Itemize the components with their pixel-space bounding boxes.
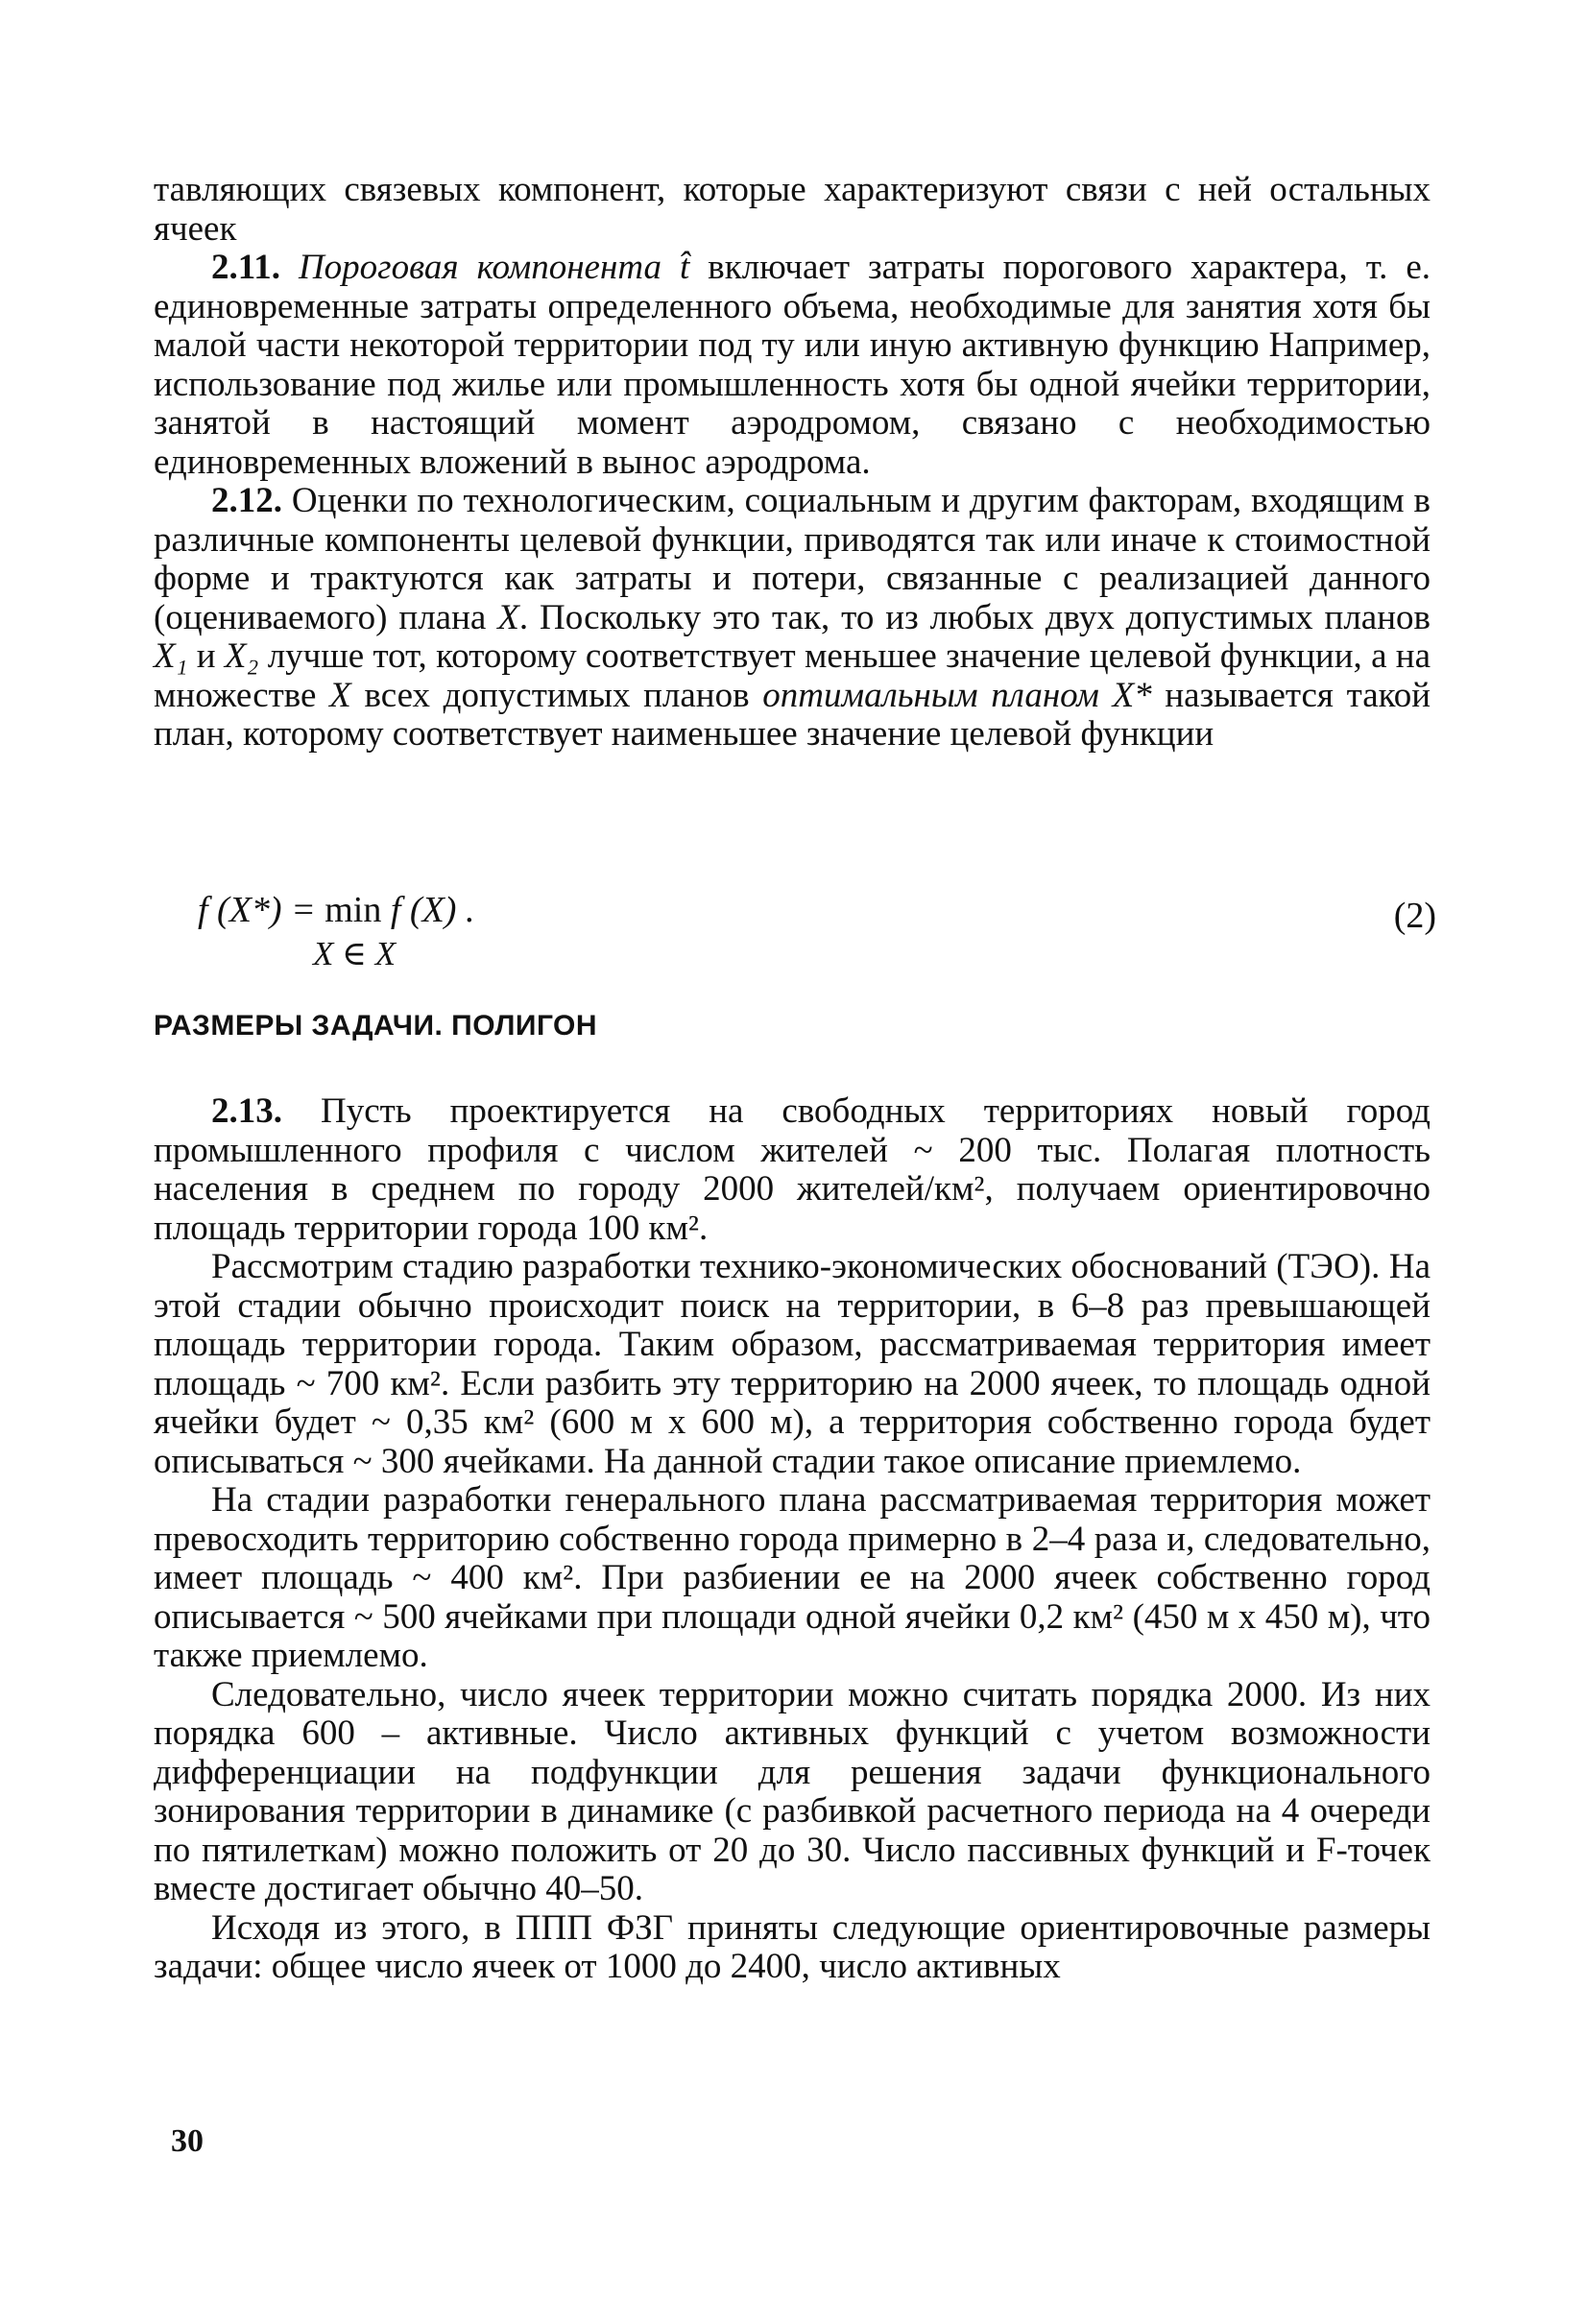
lower-text-block [154,1092,1431,1987]
paragraph-text-c: лучше тот, которому соответствует меньшее значение целевой функции, а на множестве [154,636,1431,715]
intro-paragraph [154,171,1431,249]
paragraph-number: 2.11. [211,248,280,287]
paragraph-2-12 [154,482,1431,755]
formula-2 [198,889,1436,975]
paragraph-text-a: Оценки по технологическим, социальным и другим факторам, входящим в различные компоненты целевой функции, приводятся так или иначе к стоимостной форме и трактуются как затраты и потери, связанные с реализацией данного (оцениваемого) плана [154,481,1431,637]
paragraph-text-d: всех допустимых планов [364,675,750,715]
paragraph-text: включает затраты порогового характера, т. е. единовременные затраты определенного объема, необходимые для занятия хотя бы малой части некоторой территории под ту или иную активную функцию Например, использование под жилье или промышленность хотя бы одной ячейки территории, занятой в настоящий момент аэродромом, связано с необходимостью единовременных вложений в вынос аэродрома. [154,248,1431,482]
symbol-t-hat: t̂ [679,248,690,287]
paragraph-text: Пусть проектируется на свободных территориях новый город промышленного профиля с числом жителей ~ 200 тыс. Полагая плотность населения в среднем по городу 2000 жителей/км², получаем ориентировочно площадь территории города 100 км². [154,1091,1431,1248]
intro-text: тавляющих связевых компонент, которые характеризуют связи с ней остальных ячеек [154,170,1431,249]
paragraph-text: Рассмотрим стадию разработки технико-экономических обоснований (ТЭО). На этой стадии обычно происходит поиск на территории, в 6–8 раз превышающей площадь территории города. Таким образом, рассматриваемая территория имеет площадь ~ 700 км². Если разбить эту территорию на 2000 ячеек, то площадь одной ячейки будет ~ 0,35 км² (600 м х 600 м), а территория собственно города будет описываться ~ 300 ячейками. На данной стадии такое описание приемлемо. [154,1247,1431,1481]
page-number: 30 [171,2123,204,2159]
paragraph-text: Следовательно, число ячеек территории можно считать порядка 2000. Из них порядка 600 – активные. Число активных функций с учетом возможности дифференциации на подфункции для решения задачи функционального зонирования территории в динамике (с разбивкой расчетного периода на 4 очереди по пятилеткам) можно положить от 20 до 30. Число пассивных функций и F-точек вместе достигает обычно 40–50. [154,1674,1431,1908]
paragraph-number: 2.13. [211,1091,282,1131]
formula-left: f (X*) = [198,890,316,930]
paragraph-text-b: . Поскольку это так, то из любых двух допустимых планов [518,597,1431,637]
paragraph-text: На стадии разработки генерального плана рассматриваемая территория может превосходить территорию собственно города примерно в 2–4 раза и, следовательно, имеет площадь ~ 400 км². При разбиении ее на 2000 ячеек собственно город описывается ~ 500 ячейками при площади одной ячейки 0,2 км² (450 м х 450 м), что также приемлемо. [154,1480,1431,1675]
equation-number: (2) [1393,896,1436,936]
paragraph-cell-count [154,1676,1431,1909]
formula-expression [198,889,474,931]
symbol-x-star: X* [1112,675,1152,715]
symbol-x2: X₂ [224,636,259,676]
paragraph-2-13 [154,1092,1431,1248]
conjunction-and: и [196,636,216,676]
paragraph-master-plan-stage [154,1481,1431,1676]
section-heading: РАЗМЕРЫ ЗАДАЧИ. ПОЛИГОН [154,1010,598,1042]
symbol-x: X [497,597,519,637]
paragraph-text-e: называется такой план, которому соответствует наименьшее значение целевой функции [154,675,1431,754]
paragraph-task-size [154,1909,1431,1987]
term-threshold-component: Пороговая компонента [298,248,661,287]
upper-text-block [154,171,1431,755]
paragraph-number: 2.12. [211,481,282,520]
symbol-x1: X₁ [154,636,188,676]
formula-right: f (X) . [390,890,475,930]
term-optimal-plan: оптимальным планом [762,675,1099,715]
paragraph-text: Исходя из этого, в ППП ФЗГ приняты следующие ориентировочные размеры задачи: общее число ячеек от 1000 до 2400, число активных [154,1907,1431,1986]
paragraph-teo-stage [154,1248,1431,1481]
symbol-x-set: X [329,675,351,715]
formula-subscript: X ∈ X [313,935,397,972]
paragraph-2-11 [154,249,1431,482]
formula-min: min [325,890,382,930]
